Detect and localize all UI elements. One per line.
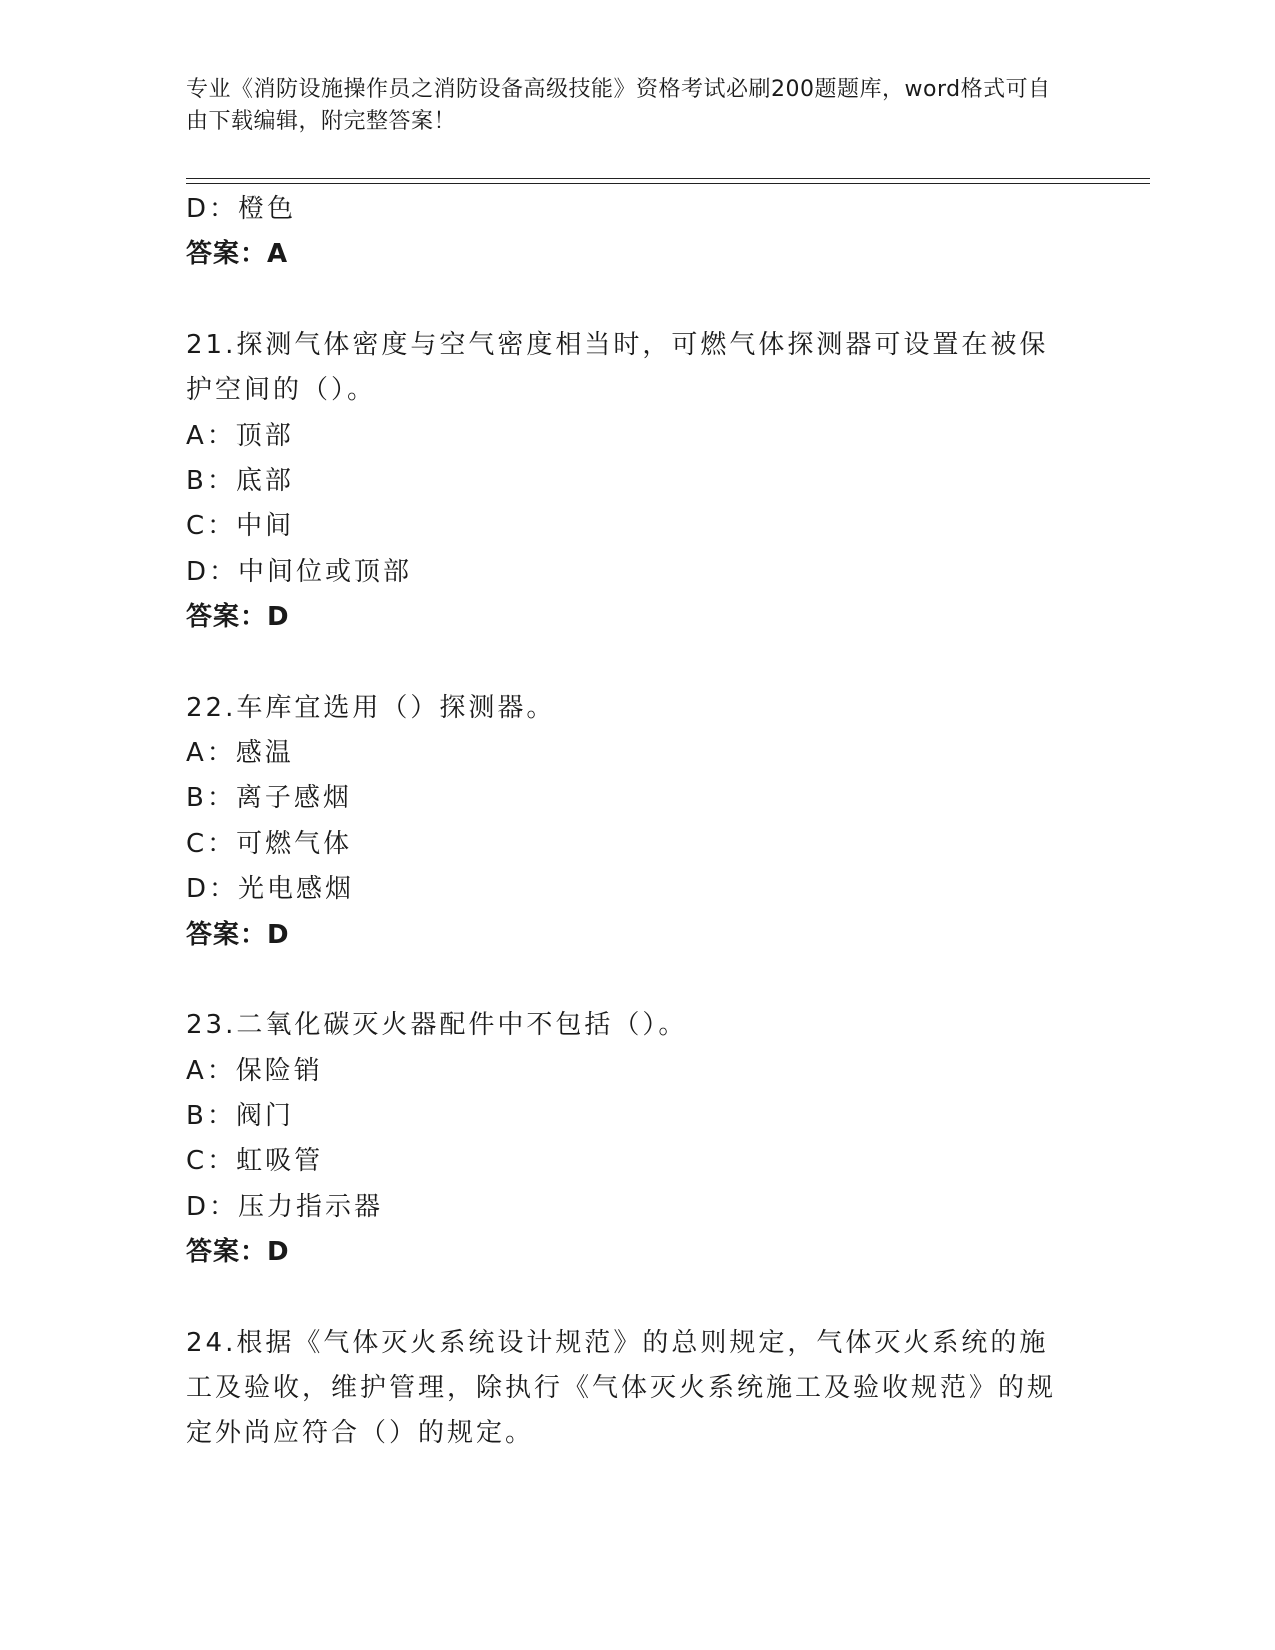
option-a: A：顶部: [186, 420, 294, 451]
option-a: A：保险销: [186, 1055, 323, 1086]
question-22: [186, 686, 1076, 958]
option-c: C：虹吸管: [186, 1146, 324, 1177]
question-stem: 22.车库宜选用（）探测器。: [186, 692, 556, 723]
question-list: [186, 187, 1076, 1457]
option-d: D：橙色: [186, 194, 297, 224]
answer: 答案：A: [186, 239, 289, 270]
option-b: B：离子感烟: [186, 783, 352, 814]
question-24: [186, 1321, 1076, 1457]
option-d: D：中间位或顶部: [186, 556, 413, 587]
answer: 答案：D: [186, 919, 290, 950]
option-a: A：感温: [186, 738, 294, 769]
answer: 答案：D: [186, 602, 290, 633]
question-stem: 23.二氧化碳灭火器配件中不包括（）。: [186, 1010, 688, 1041]
option-d: D：光电感烟: [186, 874, 355, 905]
option-c: C：可燃气体: [186, 828, 353, 859]
header-rule-bottom: [186, 183, 1150, 184]
question-stem: 24.根据《气体灭火系统设计规范》的总则规定，气体灭火系统的施工及验收，维护管理，除执行《气体灭火系统施工及验收规范》的规定外尚应符合（）的规定。: [186, 1327, 1057, 1449]
question-stem: 21.探测气体密度与空气密度相当时，可燃气体探测器可设置在被保护空间的（）。: [186, 329, 1049, 406]
option-b: B：底部: [186, 466, 294, 497]
document-header: 专业《消防设施操作员之消防设备高级技能》资格考试必刷200题题库，word格式可自由下载编辑，附完整答案！: [186, 77, 1051, 134]
header-rule-top: [186, 178, 1150, 179]
answer: 答案：D: [186, 1237, 290, 1268]
question-23: [186, 1003, 1076, 1275]
option-d: D：压力指示器: [186, 1191, 384, 1222]
option-c: C：中间: [186, 511, 295, 542]
question-21: [186, 323, 1076, 641]
option-b: B：阀门: [186, 1100, 294, 1131]
